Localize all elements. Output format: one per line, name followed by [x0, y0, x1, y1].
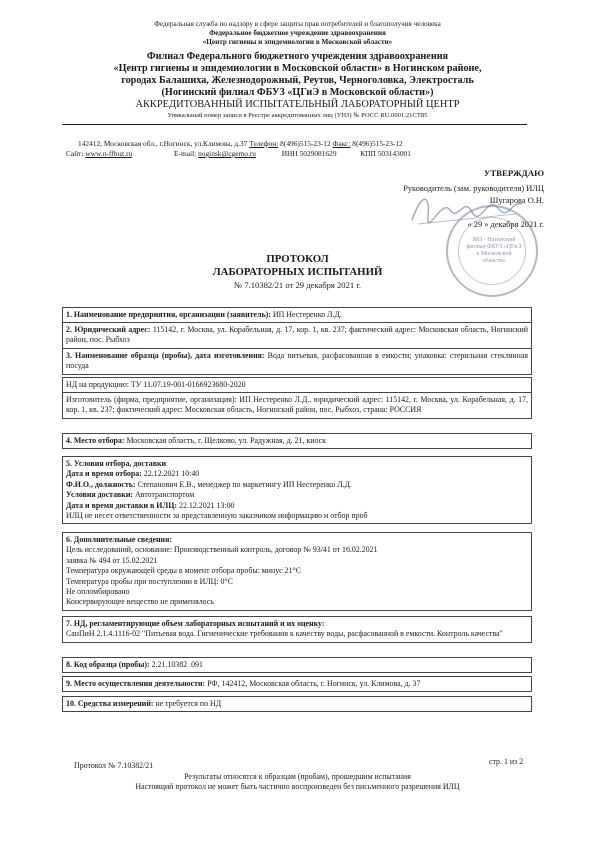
- header-agency: Федеральная служба по надзору в сфере защиты прав потребителей и благополучия человека: [154, 20, 441, 28]
- section-3-nd-value: НД на продукцию: ТУ 11.07.19-001-0166923680-2020: [66, 380, 246, 389]
- header-institution: Федеральное бюджетное учреждение здравоохранения: [209, 29, 386, 37]
- contact-address: 142412, Московская обл., г.Ногинск, ул.Климова, д.37: [78, 139, 248, 148]
- section-4-sampling-place: [62, 433, 532, 449]
- section-8-value: 2.21.10382 .091: [149, 660, 203, 669]
- section-8-sample-code: [62, 657, 532, 673]
- section-6-purpose: Цель исследований, основание: Производственный контроль, договор № 93/41 от 16.02.2021: [66, 545, 378, 555]
- contact-line-1: [78, 139, 403, 148]
- section-8-label: 8. Код образца (пробы):: [66, 660, 150, 669]
- footer-protocol-number: Протокол № 7.10382/21: [74, 761, 154, 770]
- section-4-label: 4. Место отбора:: [66, 436, 125, 445]
- contact-email-label: E-mail:: [174, 149, 197, 158]
- protocol-subtitle: ЛАБОРАТОРНЫХ ИСПЫТАНИЙ: [212, 266, 383, 278]
- section-9-label: 9. Место осуществления деятельности:: [66, 679, 206, 688]
- section-6-temp-env: Температура окружающей среды в момент отбора пробы: минус 21°С: [66, 566, 301, 576]
- section-10-instruments: [62, 696, 532, 712]
- section-2-value: 115142, г. Москва, ул. Корабельная, д. 17, кор. 1, кв. 237; фактический адрес: Московская область, Ногинский район, пос. Рыбхоз: [66, 325, 528, 345]
- section-6-label: 6. Дополнительные сведения:: [66, 535, 172, 544]
- section-10-value: не требуется по НД: [153, 699, 222, 708]
- contact-site-link[interactable]: www.n-ffbuz.ru: [85, 149, 133, 158]
- header-branch-full: «Центр гигиены и эпидемиологии в Московской области» в Ногинском районе,: [113, 63, 482, 74]
- section-6-temp-sample: Температура пробы при поступлении в ИЛЦ: 0°С: [66, 576, 233, 586]
- contact-fax: 8(496)515-23-12: [352, 139, 403, 148]
- section-9-activity-place: [62, 676, 532, 692]
- section-1-value: ИП Нестеренко Л.Д.: [270, 310, 342, 319]
- protocol-number: № 7.10382/21 от 29 декабря 2021 г.: [233, 280, 362, 290]
- section-2-address: [62, 322, 532, 349]
- section-5-deliv-date-label: Дата и время доставки в ИЛЦ:: [66, 500, 178, 510]
- section-4-value: Московская область, г. Щелково, ул. Радужная, д. 21, киоск: [124, 436, 326, 445]
- approval-date: « 29 » декабря 2021 г.: [467, 220, 544, 229]
- contact-line-2: [66, 149, 411, 158]
- section-3-sample: [62, 348, 532, 375]
- section-5-fio-value: Степанович Е.В., менеджер по маркетингу ИП Нестеренко Л.Д.: [135, 479, 352, 489]
- section-5-date-value: 22.12.2021 10:40: [141, 469, 200, 479]
- contact-fax-label: Факс:: [332, 139, 351, 148]
- section-10-label: 10. Средства измерений:: [66, 699, 154, 708]
- section-5-deliv-date-value: 22.12.2021 13:00: [177, 500, 235, 510]
- header-center: «Центр гигиены и эпидемиологии в Московской области»: [202, 38, 393, 46]
- section-1-applicant: [62, 307, 532, 323]
- section-3-label: 3. Наименование образца (пробы), дата изготовления:: [66, 351, 265, 360]
- section-5-disclaimer: ИЛЦ не несет ответственности за представленную заказчиком информацию и отбор проб: [66, 511, 368, 521]
- contact-site-label: Сайт:: [66, 149, 84, 158]
- contact-inn: ИНН 5029081629: [281, 149, 337, 158]
- section-6-sealed: Не опломбировано: [66, 587, 130, 597]
- section-5-delivery-value: Автотранспортом: [133, 490, 195, 500]
- section-9-value: РФ, 142412, Московская область, г. Ногинск, ул. Климова, д. 37: [205, 679, 421, 688]
- section-5-date-label: Дата и время отбора:: [66, 469, 142, 479]
- header-branch: Филиал Федерального бюджетного учреждения здравоохранения: [146, 51, 449, 62]
- header-branch-short: (Ногинский филиал ФБУЗ «ЦГиЭ в Московской области»): [161, 87, 434, 98]
- section-3-nd: [62, 377, 532, 393]
- contact-kpp: КПП 503143001: [360, 149, 411, 158]
- section-3-maker-label: Изготовитель (фирма, предприятие, организация):: [66, 395, 237, 404]
- section-5-label: 5. Условия отбора, доставки: [66, 459, 167, 468]
- approval-title: УТВЕРЖДАЮ: [483, 168, 544, 178]
- contact-phone: 8(496)515-23-12: [280, 139, 331, 148]
- section-5-delivery-label: Условия доставки:: [66, 490, 134, 500]
- section-3-maker-value: ИП Нестеренко Л.Д., юридический адрес: 115142, г. Москва, ул. Корабельная, д. 17, кор. 1, кв. 237; фактический адрес: Московская область, Ногинский район, пос. Рыбхоз, страна: РОССИЯ: [66, 395, 528, 415]
- section-2-label: 2. Юридический адрес:: [66, 325, 151, 334]
- section-6-preservative: Консервирующее вещество не применялось: [66, 597, 214, 607]
- section-6-request: заявка № 494 от 15.02.2021: [66, 555, 158, 565]
- contact-email-link[interactable]: noginsk@cgemo.ru: [198, 149, 256, 158]
- stamp-text: МП · Ногинский филиал ФБУЗ «ЦГиЭ в Московской области»: [466, 237, 522, 264]
- protocol-title: ПРОТОКОЛ: [266, 253, 329, 265]
- header-lab-center: АККРЕДИТОВАННЫЙ ИСПЫТАТЕЛЬНЫЙ ЛАБОРАТОРНЫЙ ЦЕНТР: [135, 99, 460, 110]
- section-7-value: СанПиН 2.1.4.1116-02 "Питьевая вода. Гигиенические требования к качеству воды, расфасованной в емкости. Контроль качества": [66, 629, 503, 639]
- approval-name: Шугарова О.Н.: [489, 196, 544, 205]
- section-3-value: Вода питьевая, расфасованная в емкости; упаковка: стерильная стеклянная посуда: [66, 351, 528, 371]
- header-cities: городах Балашиха, Железнодорожный, Реутов, Черноголовка, Электросталь: [121, 75, 474, 86]
- header-divider: [62, 124, 527, 125]
- section-7-regulations: [62, 616, 532, 643]
- footer-page-number: стр. 1 из 2: [489, 757, 524, 766]
- section-5-fio-label: Ф.И.О., должность:: [66, 479, 136, 489]
- section-3-manufacturer: [62, 392, 532, 419]
- contact-phone-label: Телефон:: [249, 139, 279, 148]
- approval-role: Руководитель (зам. руководителя) ИЛЦ: [403, 184, 544, 193]
- section-6-additional: [62, 532, 532, 611]
- section-1-label: 1. Наименование предприятия, организации (заявитель):: [66, 310, 271, 319]
- footer-note-results: Результаты относятся к образцам (пробам), прошедшим испытания: [184, 772, 411, 781]
- footer-note-reproduction: Настоящий протокол не может быть частично воспроизведен без письменного разрешения ИЛЦ: [135, 782, 460, 791]
- section-5-conditions: [62, 456, 532, 524]
- header-registry-number: Уникальный номер записи в Реестре аккредитованных лиц (УНЗ) № РОСС RU.0001.21СТ85: [167, 112, 428, 119]
- section-7-label: 7. НД, регламентирующие объем лабораторных испытаний и их оценку:: [66, 619, 325, 628]
